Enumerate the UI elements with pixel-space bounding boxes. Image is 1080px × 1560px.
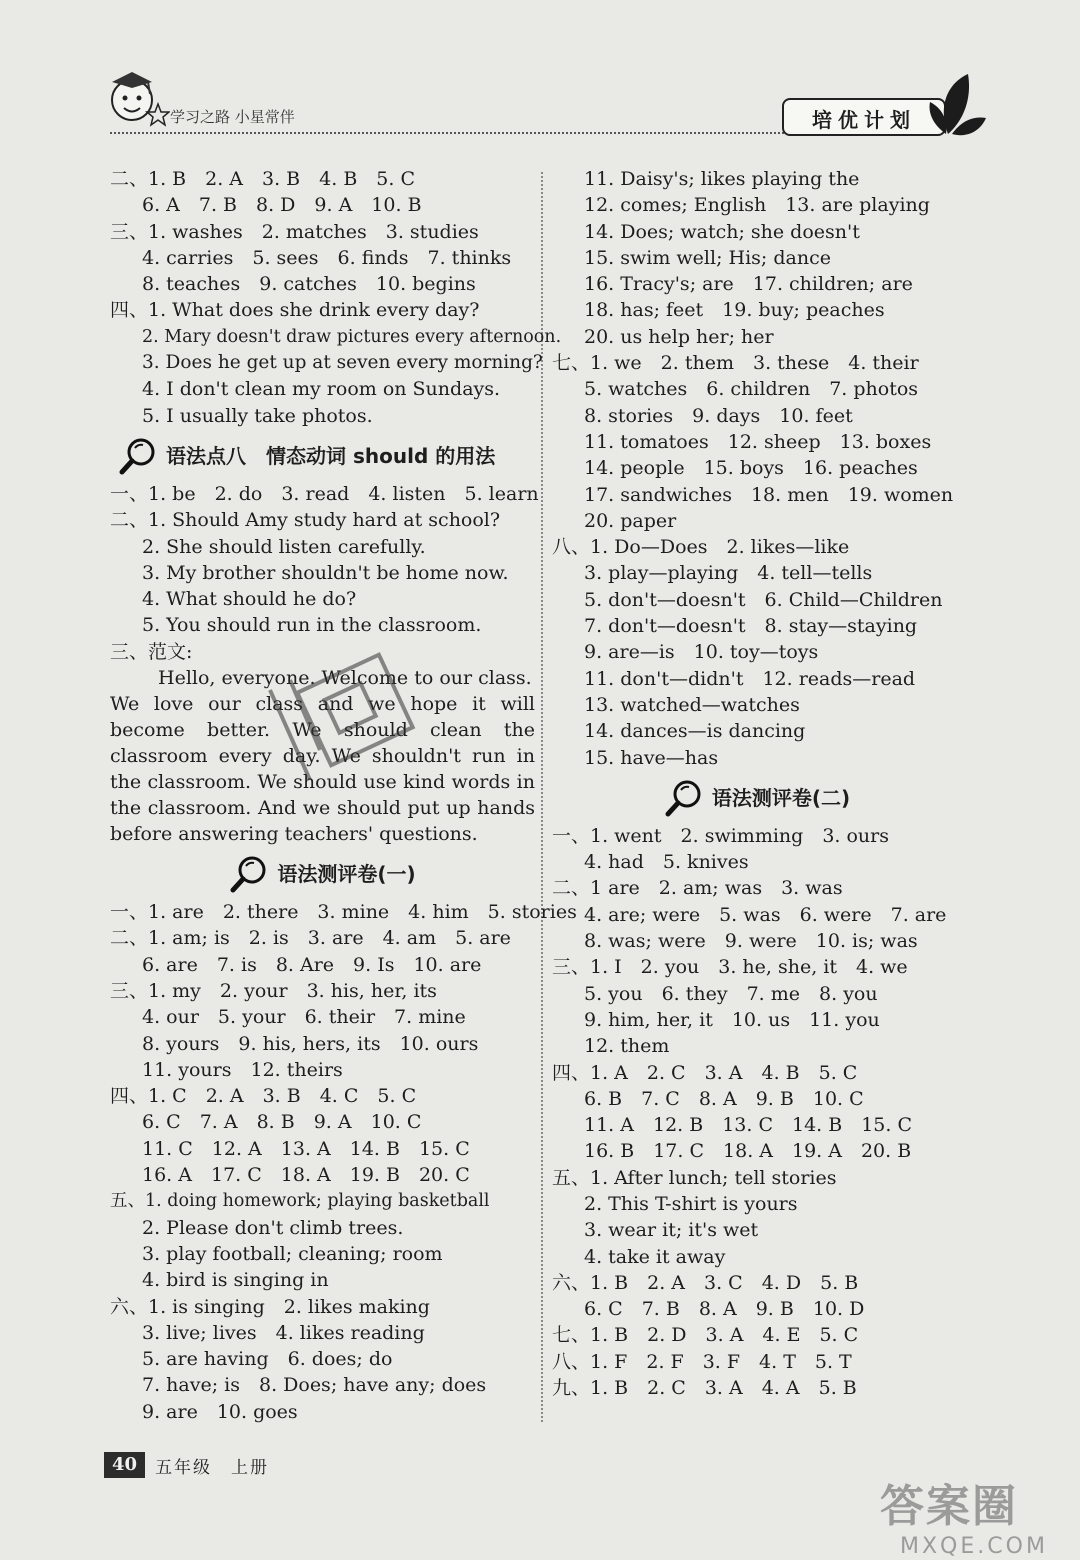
answer-line: 16. A 17. C 18. A 19. B 20. C <box>142 1164 470 1187</box>
answer-line: 4. What should he do? <box>142 588 357 611</box>
answer-line: 11. Daisy's; likes playing the <box>584 168 860 190</box>
answer-line: 5. don't—doesn't 6. Child—Children <box>584 588 943 611</box>
page-header <box>90 60 990 140</box>
essay-body: We love our class and we hope it will become better. We should clean the classroom every day. We shouldn't run in the classroom. We should use kind words in the classroom. And we should put up hands before answering teachers' questions. <box>110 693 535 846</box>
section-title-text: 语法测评卷(二) <box>711 785 851 810</box>
answer-line: 7. don't—doesn't 8. stay—staying <box>584 615 918 638</box>
answer-line: 3. play—playing 4. tell—tells <box>584 562 873 585</box>
right-column <box>552 166 962 1401</box>
answer-line: 二、1 are 2. am; was 3. was <box>552 877 843 900</box>
answer-line: 五、1. After lunch; tell stories <box>552 1166 837 1189</box>
answer-line: 6. C 7. A 8. B 9. A 10. C <box>142 1111 422 1134</box>
answer-line: 六、1. B 2. A 3. C 4. D 5. B <box>552 1271 859 1294</box>
leaf-icon <box>928 68 988 140</box>
answer-line: 8. yours 9. his, hers, its 10. ours <box>142 1032 479 1055</box>
answer-line: 14. Does; watch; she doesn't <box>584 220 860 243</box>
watermark <box>880 1470 1048 1559</box>
section-title-grammar-8 <box>110 435 535 477</box>
answer-line: 6. A 7. B 8. D 9. A 10. B <box>142 194 422 217</box>
answer-line: 2. Mary doesn't draw pictures every afternoon. <box>142 326 562 347</box>
answer-line: 四、1. What does she drink every day? <box>110 299 480 322</box>
section-title-text: 语法测评卷(一) <box>277 862 416 887</box>
answer-line: 7. have; is 8. Does; have any; does <box>142 1374 487 1397</box>
answer-line: 9. him, her, it 10. us 11. you <box>584 1008 880 1031</box>
answer-line: 3. Does he get up at seven every morning? <box>142 352 543 374</box>
answer-line: 6. are 7. is 8. Are 9. Is 10. are <box>142 953 482 976</box>
answer-line: 11. C 12. A 13. A 14. B 15. C <box>142 1137 470 1160</box>
brand-badge <box>782 98 946 136</box>
header-rule <box>110 132 800 134</box>
answer-line: 14. dances—is dancing <box>584 720 806 743</box>
answer-line: 5. You should run in the classroom. <box>142 614 482 637</box>
answer-line: 8. teaches 9. catches 10. begins <box>142 273 476 296</box>
answer-line: 三、1. my 2. your 3. his, her, its <box>110 979 437 1002</box>
watermark-text: 答案圈 <box>880 1481 1018 1532</box>
answer-line: 15. have—has <box>584 746 719 769</box>
answer-line: 16. Tracy's; are 17. children; are <box>584 273 913 296</box>
page-number: 40 <box>104 1452 145 1478</box>
answer-line: 四、1. C 2. A 3. B 4. C 5. C <box>110 1085 417 1108</box>
answer-line: 4. our 5. your 6. their 7. mine <box>142 1006 466 1029</box>
answer-line: 一、1. be 2. do 3. read 4. listen 5. learn <box>110 482 539 505</box>
section-title-text: 语法点八 情态动词 should 的用法 <box>166 443 496 468</box>
answer-line: 八、1. Do—Does 2. likes—like <box>552 536 850 559</box>
answer-line: 2. She should listen carefully. <box>142 535 426 558</box>
answer-line: 4. had 5. knives <box>584 851 749 874</box>
answer-line: 17. sandwiches 18. men 19. women <box>584 483 954 506</box>
answer-line: 三、范文: <box>110 640 193 663</box>
answer-line: 15. swim well; His; dance <box>584 246 831 269</box>
answer-line: 4. bird is singing in <box>142 1269 329 1292</box>
answer-line: 20. us help her; her <box>584 325 774 348</box>
answer-line: 8. was; were 9. were 10. is; was <box>584 930 918 953</box>
answer-line: 11. don't—didn't 12. reads—read <box>584 667 916 690</box>
answer-line: 5. are having 6. does; do <box>142 1348 393 1371</box>
answer-line: 三、1. I 2. you 3. he, she, it 4. we <box>552 956 908 979</box>
answer-line: 11. A 12. B 13. C 14. B 15. C <box>584 1114 913 1137</box>
answer-line: 13. watched—watches <box>584 693 800 716</box>
essay-first-line: Hello, everyone. Welcome to our class. <box>158 667 532 690</box>
answer-line: 12. comes; English 13. are playing <box>584 194 930 217</box>
answer-line: 8. stories 9. days 10. feet <box>584 404 853 427</box>
answer-line: 5. you 6. they 7. me 8. you <box>584 982 878 1005</box>
answer-line: 11. yours 12. theirs <box>142 1058 343 1081</box>
answer-line: 八、1. F 2. F 3. F 4. T 5. T <box>552 1350 852 1373</box>
magnifier-icon <box>229 854 269 894</box>
answer-line: 9. are 10. goes <box>142 1400 298 1423</box>
answer-line: 七、1. we 2. them 3. these 4. their <box>552 352 919 375</box>
answer-line: 3. My brother shouldn't be home now. <box>142 561 509 584</box>
brand-title: 培优计划 <box>812 108 916 132</box>
answer-line: 二、1. B 2. A 3. B 4. B 5. C <box>110 168 415 190</box>
answer-line: 18. has; feet 19. buy; peaches <box>584 299 885 322</box>
answer-line: 九、1. B 2. C 3. A 4. A 5. B <box>552 1377 857 1400</box>
answer-line: 七、1. B 2. D 3. A 4. E 5. C <box>552 1324 859 1347</box>
answer-line: 4. take it away <box>584 1245 726 1268</box>
grade-label: 五年级 上册 <box>155 1457 270 1478</box>
answer-line: 6. B 7. C 8. A 9. B 10. C <box>584 1087 864 1110</box>
answer-line: 20. paper <box>584 509 677 532</box>
answer-line: 3. play football; cleaning; room <box>142 1242 443 1265</box>
answer-line: 六、1. is singing 2. likes making <box>110 1295 430 1318</box>
answer-line: 一、1. are 2. there 3. mine 4. him 5. stories <box>110 901 577 924</box>
answer-line: 三、1. washes 2. matches 3. studies <box>110 220 479 243</box>
answer-line: 2. This T-shirt is yours <box>584 1192 798 1215</box>
answer-line: 3. wear it; it's wet <box>584 1219 759 1242</box>
answer-line: 五、1. doing homework; playing basketball <box>110 1191 490 1212</box>
answer-line: 16. B 17. C 18. A 19. A 20. B <box>584 1140 912 1163</box>
answer-line: 12. them <box>584 1035 670 1058</box>
magnifier-icon <box>664 778 704 818</box>
student-mascot-icon <box>100 60 170 132</box>
answer-line: 5. watches 6. children 7. photos <box>584 378 919 401</box>
answer-line: 4. I don't clean my room on Sundays. <box>142 378 501 401</box>
answer-line: 一、1. went 2. swimming 3. ours <box>552 824 889 847</box>
section-title-test-2 <box>552 777 962 819</box>
answer-line: 5. I usually take photos. <box>142 404 373 427</box>
answer-line: 四、1. A 2. C 3. A 4. B 5. C <box>552 1061 858 1084</box>
answer-line: 4. are; were 5. was 6. were 7. are <box>584 903 947 926</box>
answer-line: 6. C 7. B 8. A 9. B 10. D <box>584 1298 865 1321</box>
answer-line: 二、1. am; is 2. is 3. are 4. am 5. are <box>110 927 511 950</box>
answer-line: 11. tomatoes 12. sheep 13. boxes <box>584 430 932 453</box>
answer-line: 14. people 15. boys 16. peaches <box>584 457 918 480</box>
page-footer <box>104 1452 269 1478</box>
answer-line: 9. are—is 10. toy—toys <box>584 641 819 664</box>
section-title-test-1 <box>110 853 535 895</box>
watermark-url: MXQE.COM <box>900 1534 1048 1559</box>
answer-line: 3. live; lives 4. likes reading <box>142 1321 425 1344</box>
answer-line: 2. Please don't climb trees. <box>142 1216 404 1239</box>
answer-line: 4. carries 5. sees 6. finds 7. thinks <box>142 246 512 269</box>
stamp-mark-icon <box>250 630 450 830</box>
magnifier-icon <box>118 436 158 476</box>
answer-line: 二、1. Should Amy study hard at school? <box>110 509 501 532</box>
header-slogan: 学习之路 小星常伴 <box>170 108 295 126</box>
